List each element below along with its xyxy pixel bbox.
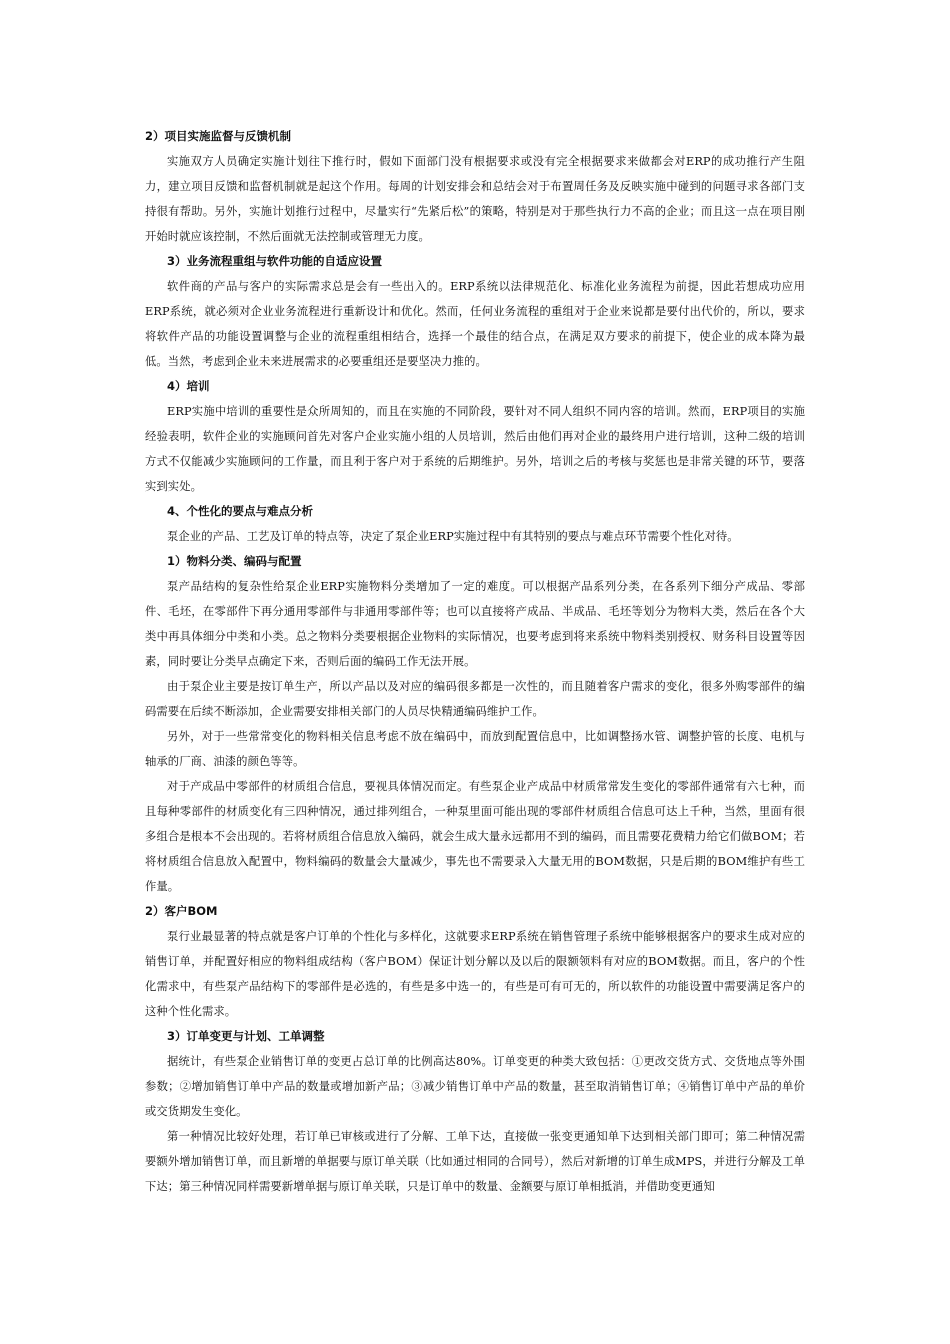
heading-project-supervision: 2）项目实施监督与反馈机制: [145, 129, 292, 143]
paragraph-material-classification: 泵产品结构的复杂性给泵企业ERP实施物料分类增加了一定的难度。可以根据产品系列分类，在各系列下细分产成品、零部件、毛坯，在零部件下再分通用零部件与非通用零部件等；也可以直接将产成品、半成品、毛坯等划分为物料大类，然后在各个大类中再具体细分中类和小类。总之物料分类要根据企业物料的实际情况，也要考虑到将来系统中物料类别授权、财务科目设置等因素，同时要让分类早点确定下来，否则后面的编码工作无法开展。: [145, 580, 805, 668]
paragraph-configuration: 另外，对于一些常常变化的物料相关信息考虑不放在编码中，而放到配置信息中，比如调整扬水管、调整护管的长度、电机与轴承的厂商、油漆的颜色等等。: [145, 730, 805, 768]
paragraph-order-change-stats: 据统计，有些泵企业销售订单的变更占总订单的比例高达80%。订单变更的种类大致包括：①更改交货方式、交货地点等外围参数；②增加销售订单中产品的数量或增加新产品；③减少销售订单中产品的数量，甚至取消销售订单；④销售订单中产品的单价或交货期发生变化。: [145, 1055, 805, 1118]
heading-customer-bom: 2）客户BOM: [145, 904, 218, 918]
heading-training: 4）培训: [167, 379, 210, 393]
paragraph-order-production: 由于泵企业主要是按订单生产，所以产品以及对应的编码很多都是一次性的，而且随着客户需求的变化，很多外购零部件的编码需要在后续不断添加，企业需要安排相关部门的人员尽快精通编码维护工作。: [145, 680, 805, 718]
paragraph-reengineering: 软件商的产品与客户的实际需求总是会有一些出入的。ERP系统以法律规范化、标准化业务流程为前提，因此若想成功应用ERP系统，就必须对企业业务流程进行重新设计和优化。然而，任何业务流程的重组对于企业来说都是要付出代价的，所以，要求将软件产品的功能设置调整与企业的流程重组相结合，选择一个最佳的结合点，在满足双方要求的前提下，使企业的成本降为最低。当然，考虑到企业未来进展需求的必要重组还是要坚决力推的。: [145, 280, 805, 368]
paragraph-key-points-intro: 泵企业的产品、工艺及订单的特点等，决定了泵企业ERP实施过程中有其特别的要点与难点环节需要个性化对待。: [167, 530, 739, 543]
heading-process-reengineering: 3）业务流程重组与软件功能的自适应设置: [167, 254, 382, 268]
paragraph-customer-bom: 泵行业最显著的特点就是客户订单的个性化与多样化，这就要求ERP系统在销售管理子系统中能够根据客户的要求生成对应的销售订单，并配置好相应的物料组成结构（客户BOM）保证计划分解以及以后的限额领料有对应的BOM数据。而且，客户的个性化需求中，有些泵产品结构下的零部件是必选的，有些是多中选一的，有些是可有可无的，所以软件的功能设置中需要满足客户的这种个性化需求。: [145, 930, 805, 1018]
paragraph-material-combination: 对于产成品中零部件的材质组合信息，要视具体情况而定。有些泵企业产成品中材质常常发生变化的零部件通常有六七种，而且每种零部件的材质变化有三四种情况，通过排列组合，一种泵里面可能出现的零部件材质组合信息可达上千种，当然，里面有很多组合是根本不会出现的。若将材质组合信息放入编码，就会生成大量永远都用不到的编码，而且需要花费精力给它们做BOM；若将材质组合信息放入配置中，物料编码的数量会大量减少，事先也不需要录入大量无用的BOM数据，只是后期的BOM维护有些工作量。: [145, 780, 805, 893]
heading-order-change: 3）订单变更与计划、工单调整: [167, 1029, 325, 1043]
document-page: [145, 124, 805, 1199]
paragraph-supervision: 实施双方人员确定实施计划往下推行时，假如下面部门没有根据要求或没有完全根据要求来做都会对ERP的成功推行产生阻力，建立项目反馈和监督机制就是起这个作用。每周的计划安排会和总结会对于布置周任务及反映实施中碰到的问题寻求各部门支持很有帮助。另外，实施计划推行过程中，尽量实行“先紧后松”的策略，特别是对于那些执行力不高的企业；而且这一点在项目刚开始时就应该控制，不然后面就无法控制或管理无力度。: [145, 155, 805, 243]
heading-material-classification: 1）物料分类、编码与配置: [167, 554, 302, 568]
heading-key-points: 4、个性化的要点与难点分析: [167, 504, 314, 518]
paragraph-training: ERP实施中培训的重要性是众所周知的，而且在实施的不同阶段，要针对不同人组织不同内容的培训。然而，ERP项目的实施经验表明，软件企业的实施顾问首先对客户企业实施小组的人员培训，然后由他们再对企业的最终用户进行培训，这种二级的培训方式不仅能减少实施顾问的工作量，而且利于客户对于系统的后期维护。另外，培训之后的考核与奖惩也是非常关键的环节，要落实到实处。: [145, 405, 805, 493]
paragraph-order-change-handling: 第一种情况比较好处理，若订单已审核或进行了分解、工单下达，直接做一张变更通知单下达到相关部门即可；第二种情况需要额外增加销售订单，而且新增的单据要与原订单关联（比如通过相同的合同号），然后对新增的订单生成MPS，并进行分解及工单下达；第三种情况同样需要新增单据与原订单关联，只是订单中的数量、金额要与原订单相抵消，并借助变更通知: [145, 1130, 805, 1193]
